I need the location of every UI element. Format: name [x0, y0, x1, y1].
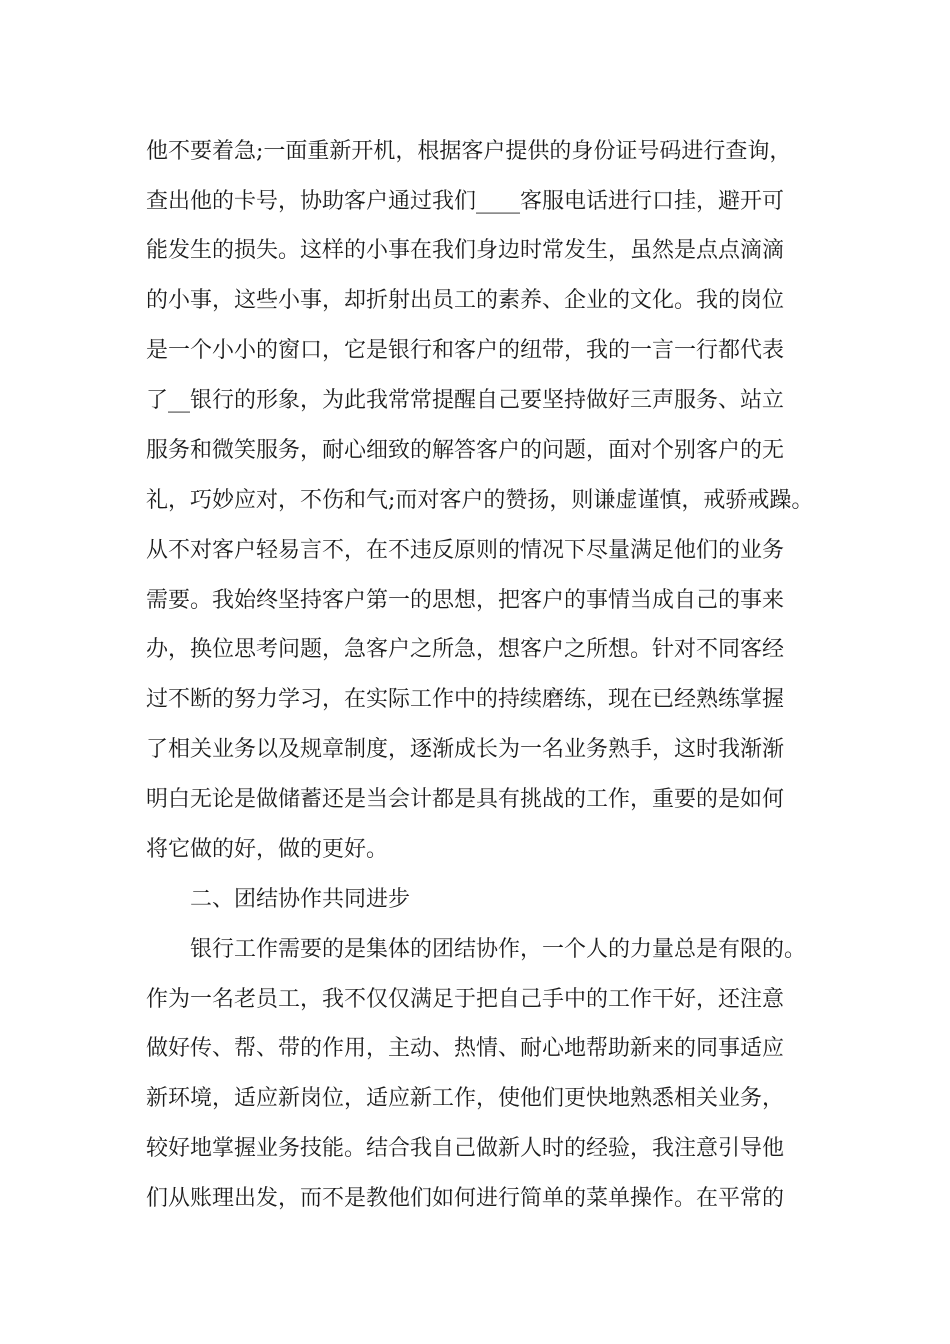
text-line: 办，换位思考问题，急客户之所急，想客户之所想。针对不同客经 — [146, 637, 785, 662]
text-line: 新环境，适应新岗位，适应新工作，使他们更快地熟悉相关业务， — [146, 1086, 785, 1111]
text-line: 了相关业务以及规章制度，逐渐成长为一名业务熟手，这时我渐渐 — [146, 737, 785, 762]
text-line: 礼，巧妙应对，不伤和气;而对客户的赞扬，则谦虚谨慎，戒骄戒躁。 — [146, 488, 814, 513]
text-line: 能发生的损失。这样的小事在我们身边时常发生，虽然是点点滴滴 — [146, 238, 785, 263]
text-line: 他不要着急;一面重新开机，根据客户提供的身份证号码进行查询， — [146, 139, 792, 164]
text-line: 服务和微笑服务，耐心细致的解答客户的问题，面对个别客户的无 — [146, 438, 785, 463]
text-line: 过不断的努力学习，在实际工作中的持续磨练，现在已经熟练掌握 — [146, 687, 785, 712]
text-line: 的小事，这些小事，却折射出员工的素养、企业的文化。我的岗位 — [146, 288, 785, 313]
section-heading: 二、团结协作共同进步 — [190, 887, 411, 912]
text-line: 较好地掌握业务技能。结合我自己做新人时的经验，我注意引导他 — [146, 1136, 785, 1161]
text-line: 明白无论是做储蓄还是当会计都是具有挑战的工作，重要的是如何 — [146, 787, 785, 812]
text-line: 们从账理出发，而不是教他们如何进行简单的菜单操作。在平常的 — [146, 1186, 785, 1211]
text-line: 做好传、帮、带的作用，主动、热情、耐心地帮助新来的同事适应 — [146, 1036, 785, 1061]
text-line: 将它做的好，做的更好。 — [146, 837, 389, 862]
text-line: 银行工作需要的是集体的团结协作，一个人的力量总是有限的。 — [190, 937, 807, 962]
text-line: 作为一名老员工，我不仅仅满足于把自己手中的工作干好，还注意 — [146, 987, 785, 1012]
text-line: 查出他的卡号，协助客户通过我们____客服电话进行口挂，避开可 — [146, 189, 785, 214]
text-line: 了__银行的形象，为此我常常提醒自己要坚持做好三声服务、站立 — [146, 388, 785, 413]
text-line: 需要。我始终坚持客户第一的思想，把客户的事情当成自己的事来 — [146, 588, 785, 613]
text-line: 从不对客户轻易言不，在不违反原则的情况下尽量满足他们的业务 — [146, 538, 785, 563]
text-line: 是一个小小的窗口，它是银行和客户的纽带，我的一言一行都代表 — [146, 338, 785, 363]
